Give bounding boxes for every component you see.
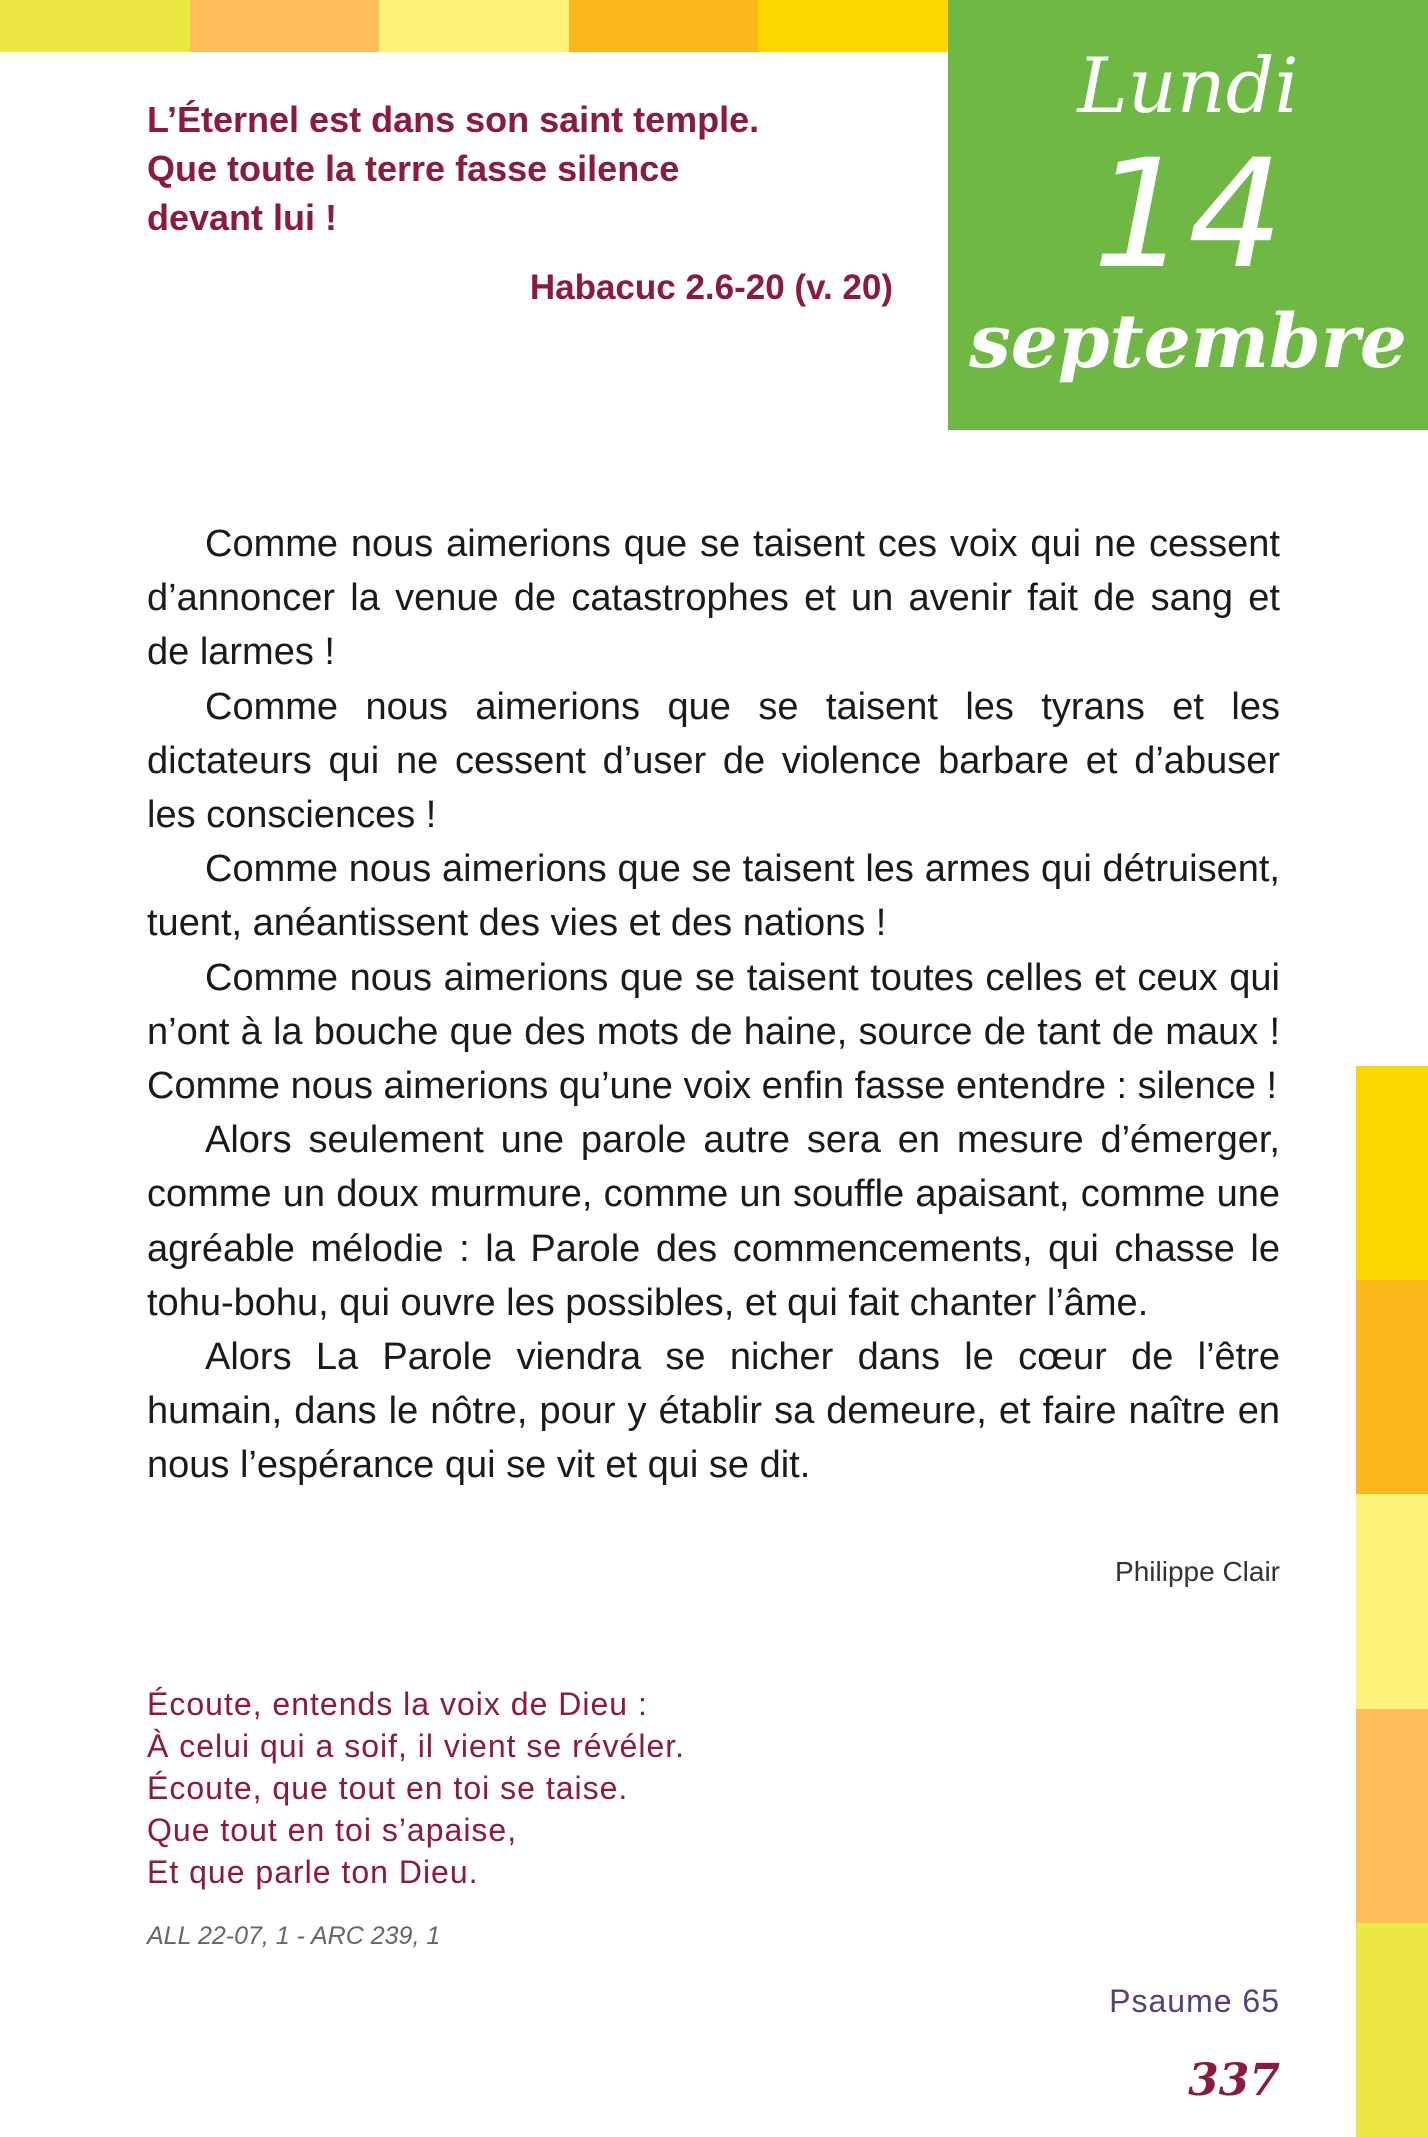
- date-month: septembre: [969, 299, 1407, 385]
- date-box: [948, 0, 1428, 430]
- verse-line: L’Éternel est dans son saint temple.: [147, 99, 760, 140]
- paragraph: Alors La Parole viendra se nicher dans le cœur de l’être humain, dans le nôtre, pour y établir sa demeure, et faire naître en nous l’espérance qui se vit et qui se dit.: [147, 1336, 1280, 1487]
- hymn-text: [147, 1683, 685, 1893]
- side-strip-segment: [1356, 1280, 1428, 1494]
- hymn-reference: ALL 22-07, 1 - ARC 239, 1: [147, 1922, 441, 1950]
- paragraph: Comme nous aimerions que se taisent toutes celles et ceux qui n’ont à la bouche que des mots de haine, source de tant de maux ! Comme nous aimerions qu’une voix enfin fasse entendre : silence !: [147, 956, 1280, 1108]
- paragraph: Comme nous aimerions que se taisent les tyrans et les dictateurs qui ne cessent d’user de violence barbare et d’abuser les consciences !: [147, 685, 1280, 837]
- psalm-reference: Psaume 65: [1109, 1983, 1280, 2019]
- side-strip-segment: [1356, 1494, 1428, 1708]
- hymn-line: Et que parle ton Dieu.: [147, 1854, 479, 1890]
- verse-line: Que toute la terre fasse silence: [147, 148, 680, 189]
- top-strip-segment: [569, 0, 759, 52]
- side-color-strip: [1356, 1066, 1428, 2137]
- side-strip-segment: [1356, 1923, 1428, 2137]
- top-strip-segment: [190, 0, 380, 52]
- side-strip-segment: [1356, 1066, 1428, 1280]
- hymn-line: Que tout en toi s’apaise,: [147, 1812, 518, 1848]
- date-day: 14: [1092, 128, 1284, 302]
- top-strip-segment: [379, 0, 569, 52]
- bible-verse: [147, 95, 907, 242]
- paragraph: Alors seulement une parole autre sera en mesure d’émerger, comme un doux murmure, comme un souffle apaisant, comme une agréable mélodie : la Parole des commencements, qui chasse le tohu-bohu, qui ouvre les possibles, et qui fait chanter l’âme.: [147, 1119, 1280, 1324]
- paragraph: Comme nous aimerions que se taisent ces voix qui ne cessent d’annoncer la venue de catastrophes et un avenir fait de sang et de larmes !: [147, 523, 1280, 674]
- top-strip-segment: [758, 0, 948, 52]
- date-weekday: Lundi: [1077, 41, 1299, 130]
- hymn-line: À celui qui a soif, il vient se révéler.: [147, 1728, 686, 1764]
- page-number: 337: [1188, 2055, 1280, 2106]
- hymn-line: Écoute, entends la voix de Dieu :: [147, 1686, 648, 1722]
- top-color-strip: [0, 0, 948, 52]
- side-strip-segment: [1356, 1709, 1428, 1923]
- top-strip-segment: [0, 0, 190, 52]
- paragraph: Comme nous aimerions que se taisent les armes qui détruisent, tuent, anéantissent des vies et des nations !: [147, 848, 1280, 945]
- meditation-text: [147, 517, 1280, 1493]
- verse-line: devant lui !: [147, 197, 338, 238]
- author-name: Philippe Clair: [1115, 1556, 1280, 1587]
- hymn-line: Écoute, que tout en toi se taise.: [147, 1770, 629, 1806]
- verse-reference: Habacuc 2.6-20 (v. 20): [529, 268, 893, 307]
